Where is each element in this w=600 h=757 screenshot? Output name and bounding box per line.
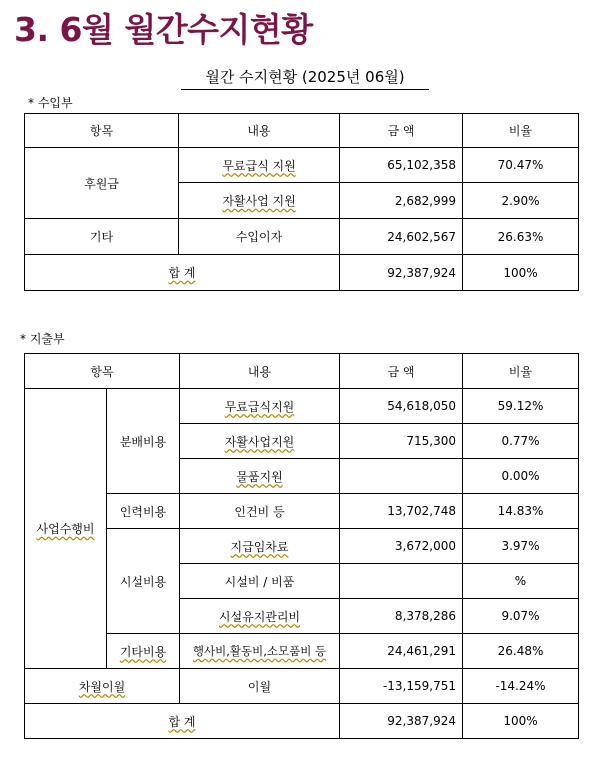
- amount-cell: 24,461,291: [340, 634, 463, 669]
- table-header-row: [25, 354, 579, 389]
- header-content: 내용: [180, 354, 340, 389]
- category-cell: 기타: [25, 219, 179, 255]
- amount-cell: 8,378,286: [340, 599, 463, 634]
- report-subtitle: 월간 수지현황 (2025년 06월): [181, 66, 429, 90]
- table-row: [25, 669, 579, 704]
- content-cell: 자활사업지원: [180, 424, 340, 459]
- total-row: [25, 704, 579, 739]
- income-table: [24, 113, 579, 291]
- category-cell: 후원금: [25, 148, 179, 219]
- expense-table: [24, 353, 579, 739]
- ratio-cell: 26.48%: [463, 634, 579, 669]
- content-cell: 수입이자: [179, 219, 340, 255]
- ratio-cell: -14.24%: [463, 669, 579, 704]
- amount-cell: 13,702,748: [340, 494, 463, 529]
- header-category: 항목: [25, 114, 179, 148]
- page-heading: 3. 6월 월간수지현황: [14, 10, 313, 49]
- subcategory-cell: 시설비용: [107, 529, 180, 634]
- ratio-cell: 14.83%: [463, 494, 579, 529]
- header-ratio: 비율: [463, 114, 579, 148]
- ratio-cell: 26.63%: [463, 219, 579, 255]
- header-category: 항목: [25, 354, 180, 389]
- content-cell: 무료급식지원: [180, 389, 340, 424]
- ratio-cell: 3.97%: [463, 529, 579, 564]
- content-cell: 물품지원: [180, 459, 340, 494]
- amount-cell: [340, 459, 463, 494]
- total-ratio: 100%: [463, 704, 579, 739]
- content-cell: 인건비 등: [180, 494, 340, 529]
- amount-cell: [340, 564, 463, 599]
- subcategory-cell: 기타비용: [107, 634, 180, 669]
- header-ratio: 비율: [463, 354, 579, 389]
- ratio-cell: %: [463, 564, 579, 599]
- table-row: [25, 219, 579, 255]
- subcategory-cell: 인력비용: [107, 494, 180, 529]
- amount-cell: 65,102,358: [340, 148, 463, 183]
- total-ratio: 100%: [463, 255, 579, 291]
- ratio-cell: 2.90%: [463, 183, 579, 219]
- amount-cell: 715,300: [340, 424, 463, 459]
- table-row: [25, 389, 579, 424]
- total-label: 합 계: [25, 704, 340, 739]
- amount-cell: -13,159,751: [340, 669, 463, 704]
- table-row: [25, 148, 579, 183]
- total-amount: 92,387,924: [340, 255, 463, 291]
- content-cell: 지급임차료: [180, 529, 340, 564]
- category-cell: 차월이월: [25, 669, 180, 704]
- subcategory-cell: 분배비용: [107, 389, 180, 494]
- amount-cell: 2,682,999: [340, 183, 463, 219]
- ratio-cell: 0.77%: [463, 424, 579, 459]
- category-cell: 사업수행비: [25, 389, 107, 669]
- ratio-cell: 0.00%: [463, 459, 579, 494]
- expense-section-label: * 지출부: [20, 332, 65, 346]
- total-row: [25, 255, 579, 291]
- total-label: 합 계: [25, 255, 340, 291]
- table-row: [25, 529, 579, 564]
- ratio-cell: 70.47%: [463, 148, 579, 183]
- amount-cell: 3,672,000: [340, 529, 463, 564]
- content-cell: 시설비 / 비품: [180, 564, 340, 599]
- table-row: [25, 634, 579, 669]
- content-cell: 시설유지관리비: [180, 599, 340, 634]
- header-content: 내용: [179, 114, 340, 148]
- ratio-cell: 59.12%: [463, 389, 579, 424]
- amount-cell: 54,618,050: [340, 389, 463, 424]
- table-row: [25, 494, 579, 529]
- header-amount: 금 액: [340, 354, 463, 389]
- ratio-cell: 9.07%: [463, 599, 579, 634]
- content-cell: 이월: [180, 669, 340, 704]
- content-cell: 자활사업 지원: [179, 183, 340, 219]
- content-cell: 무료급식 지원: [179, 148, 340, 183]
- total-amount: 92,387,924: [340, 704, 463, 739]
- income-section-label: * 수입부: [28, 96, 73, 110]
- header-amount: 금 액: [340, 114, 463, 148]
- amount-cell: 24,602,567: [340, 219, 463, 255]
- content-cell: 행사비,활동비,소모품비 등: [180, 634, 340, 669]
- table-header-row: [25, 114, 579, 148]
